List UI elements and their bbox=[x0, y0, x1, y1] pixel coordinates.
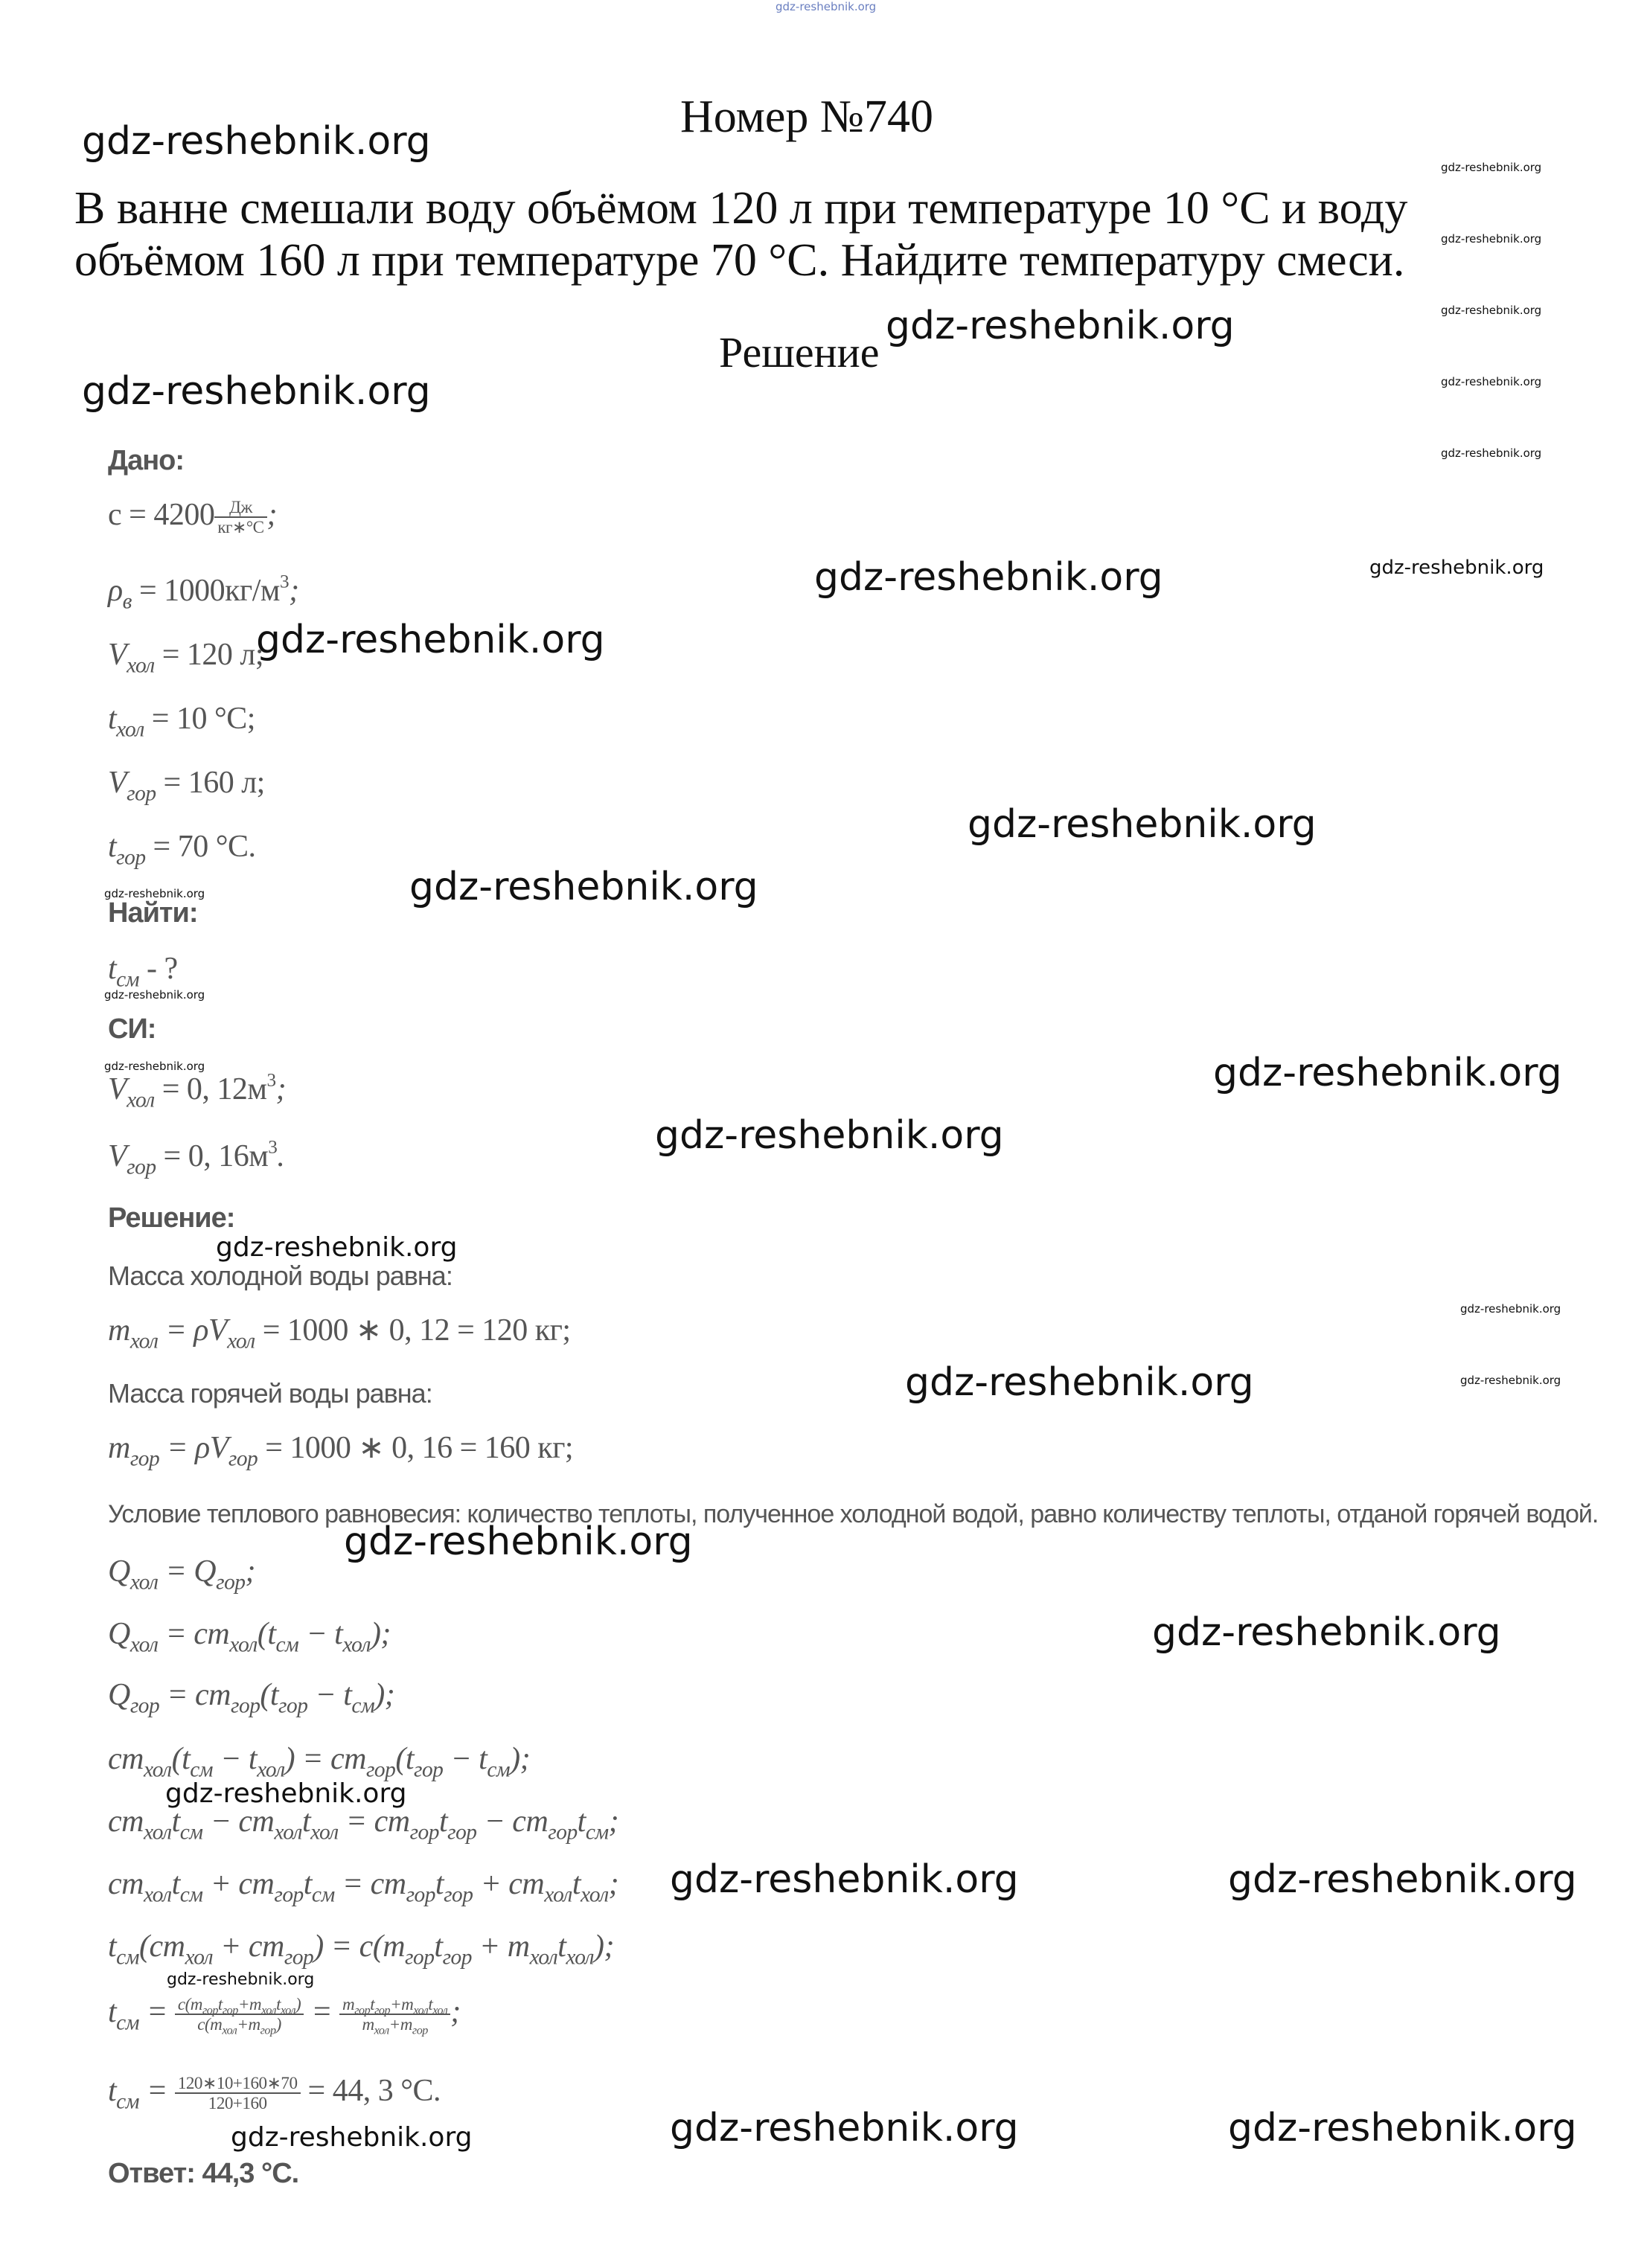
watermark: gdz-reshebnik.org bbox=[256, 618, 605, 662]
text-mass-cold: Масса холодной воды равна: bbox=[108, 1260, 453, 1291]
watermark: gdz-reshebnik.org bbox=[82, 369, 431, 414]
watermark: gdz-reshebnik.org bbox=[968, 802, 1317, 847]
given-c: c = 4200 $\frac{Дж}{кг∗^\circ С}$ ; bbox=[108, 496, 278, 537]
watermark: gdz-reshebnik.org bbox=[104, 988, 205, 1002]
watermark: gdz-reshebnik.org bbox=[165, 1778, 407, 1809]
watermark: gdz-reshebnik.org bbox=[886, 304, 1235, 348]
watermark: gdz-reshebnik.org bbox=[104, 887, 205, 900]
watermark: gdz-reshebnik.org bbox=[1441, 304, 1542, 317]
answer-line: Ответ: 44,3 °С. bbox=[108, 2158, 299, 2189]
watermark: gdz-reshebnik.org bbox=[1441, 446, 1542, 460]
formula-final: $t_{см}$ = $\frac{120∗10+160∗70}{120+160}$ = 44, 3 °С. bbox=[108, 2072, 441, 2114]
formula-q-hot: $Q_{гор} = cm_{гор}(t_{гор} - t_{см})$; bbox=[108, 1678, 395, 1718]
watermark: gdz-reshebnik.org bbox=[1369, 557, 1544, 579]
watermark: gdz-reshebnik.org bbox=[1228, 2106, 1577, 2150]
text-equilibrium: Условие теплового равновесия: количество теплоты, полученное холодной водой, равно количеству теплоты, отданой горячей водой. bbox=[108, 1500, 1599, 1528]
formula-step-3: $cm_{хол}t_{см} + cm_{гор}t_{см} = cm_{гор}t_{гор} + cm_{хол}t_{хол}$; bbox=[108, 1867, 619, 1907]
watermark: gdz-reshebnik.org bbox=[1228, 1857, 1577, 1902]
given-rho: $\rho_в = 1000кг/м^3$; bbox=[108, 571, 299, 614]
solution-heading: Решение bbox=[719, 328, 880, 377]
si-v-hot: $V_{гор} = 0$, $16м^3$. bbox=[108, 1137, 285, 1179]
top-site-watermark: gdz-reshebnik.org bbox=[776, 0, 877, 13]
watermark: gdz-reshebnik.org bbox=[344, 1519, 693, 1564]
page-title: Номер №740 bbox=[680, 92, 934, 142]
text-mass-hot: Масса горячей воды равна: bbox=[108, 1378, 432, 1409]
watermark: gdz-reshebnik.org bbox=[1460, 1302, 1561, 1316]
si-v-cold: $V_{хол} = 0$, $12м^3$; bbox=[108, 1070, 287, 1112]
watermark: gdz-reshebnik.org bbox=[1441, 161, 1542, 174]
given-v-hot: $V_{гор} = 160$ л; bbox=[108, 766, 265, 806]
formula-step-5: $t_{см}$ = $\frac{c(m_{гор}t_{гор}+m_{хол}t_{хол})}{c(m_{хол}+m_{гор})}$ = $\frac{m_{гор}t_{гор}+m_{хол}t_{хол}}{m_{хол}+m_{гор}}$ ; bbox=[108, 1993, 461, 2038]
formula-q-balance: $Q_{хол} = Q_{гор}$; bbox=[108, 1554, 255, 1595]
formula-step-1: $cm_{хол}(t_{см} - t_{хол}) = cm_{гор}(t_{гор} - t_{см})$; bbox=[108, 1742, 531, 1782]
formula-step-4: $t_{см}(cm_{хол} + cm_{гор}) = c(m_{гор}t_{гор} + m_{хол}t_{хол})$; bbox=[108, 1929, 614, 1970]
formula-q-cold: $Q_{хол} = cm_{хол}(t_{см} - t_{хол})$; bbox=[108, 1617, 391, 1657]
formula-m-hot: $m_{гор} = \rho V_{гор} = 1000$ ∗ 0, 16 = 160 кг; bbox=[108, 1431, 574, 1471]
find-heading: Найти: bbox=[108, 897, 198, 929]
watermark: gdz-reshebnik.org bbox=[82, 119, 431, 164]
watermark: gdz-reshebnik.org bbox=[814, 555, 1163, 600]
watermark: gdz-reshebnik.org bbox=[655, 1113, 1004, 1158]
solution-section-heading: Решение: bbox=[108, 1202, 235, 1234]
formula-m-cold: $m_{хол} = \rho V_{хол} = 1000$ ∗ 0, 12 = 120 кг; bbox=[108, 1313, 571, 1354]
given-heading: Дано: bbox=[108, 445, 185, 476]
si-heading: СИ: bbox=[108, 1013, 156, 1045]
watermark: gdz-reshebnik.org bbox=[216, 1232, 458, 1263]
problem-line-1: В ванне смешали воду объёмом 120 л при температуре 10 °С и воду bbox=[74, 183, 1408, 234]
formula-step-2: $cm_{хол}t_{см} - cm_{хол}t_{хол} = cm_{гор}t_{гор} - cm_{гор}t_{см}$; bbox=[108, 1804, 619, 1845]
watermark: gdz-reshebnik.org bbox=[409, 865, 758, 909]
watermark: gdz-reshebnik.org bbox=[104, 1060, 205, 1073]
watermark: gdz-reshebnik.org bbox=[231, 2122, 473, 2153]
watermark: gdz-reshebnik.org bbox=[1152, 1610, 1501, 1655]
watermark: gdz-reshebnik.org bbox=[670, 2106, 1019, 2150]
watermark: gdz-reshebnik.org bbox=[1460, 1374, 1561, 1387]
watermark: gdz-reshebnik.org bbox=[905, 1360, 1254, 1405]
given-v-cold: $V_{хол} = 120$ л; bbox=[108, 638, 264, 678]
watermark: gdz-reshebnik.org bbox=[167, 1970, 315, 1989]
watermark: gdz-reshebnik.org bbox=[1441, 375, 1542, 388]
watermark: gdz-reshebnik.org bbox=[670, 1857, 1019, 1902]
given-t-hot: $t_{гор} = 70$ °С. bbox=[108, 830, 256, 870]
watermark: gdz-reshebnik.org bbox=[1213, 1051, 1562, 1095]
problem-line-2: объёмом 160 л при температуре 70 °С. Найдите температуру смеси. bbox=[74, 235, 1405, 286]
given-t-cold: $t_{хол} = 10$ °С; bbox=[108, 702, 255, 742]
find-t-mix: $t_{см}$ - ? bbox=[108, 952, 178, 992]
watermark: gdz-reshebnik.org bbox=[1441, 232, 1542, 246]
